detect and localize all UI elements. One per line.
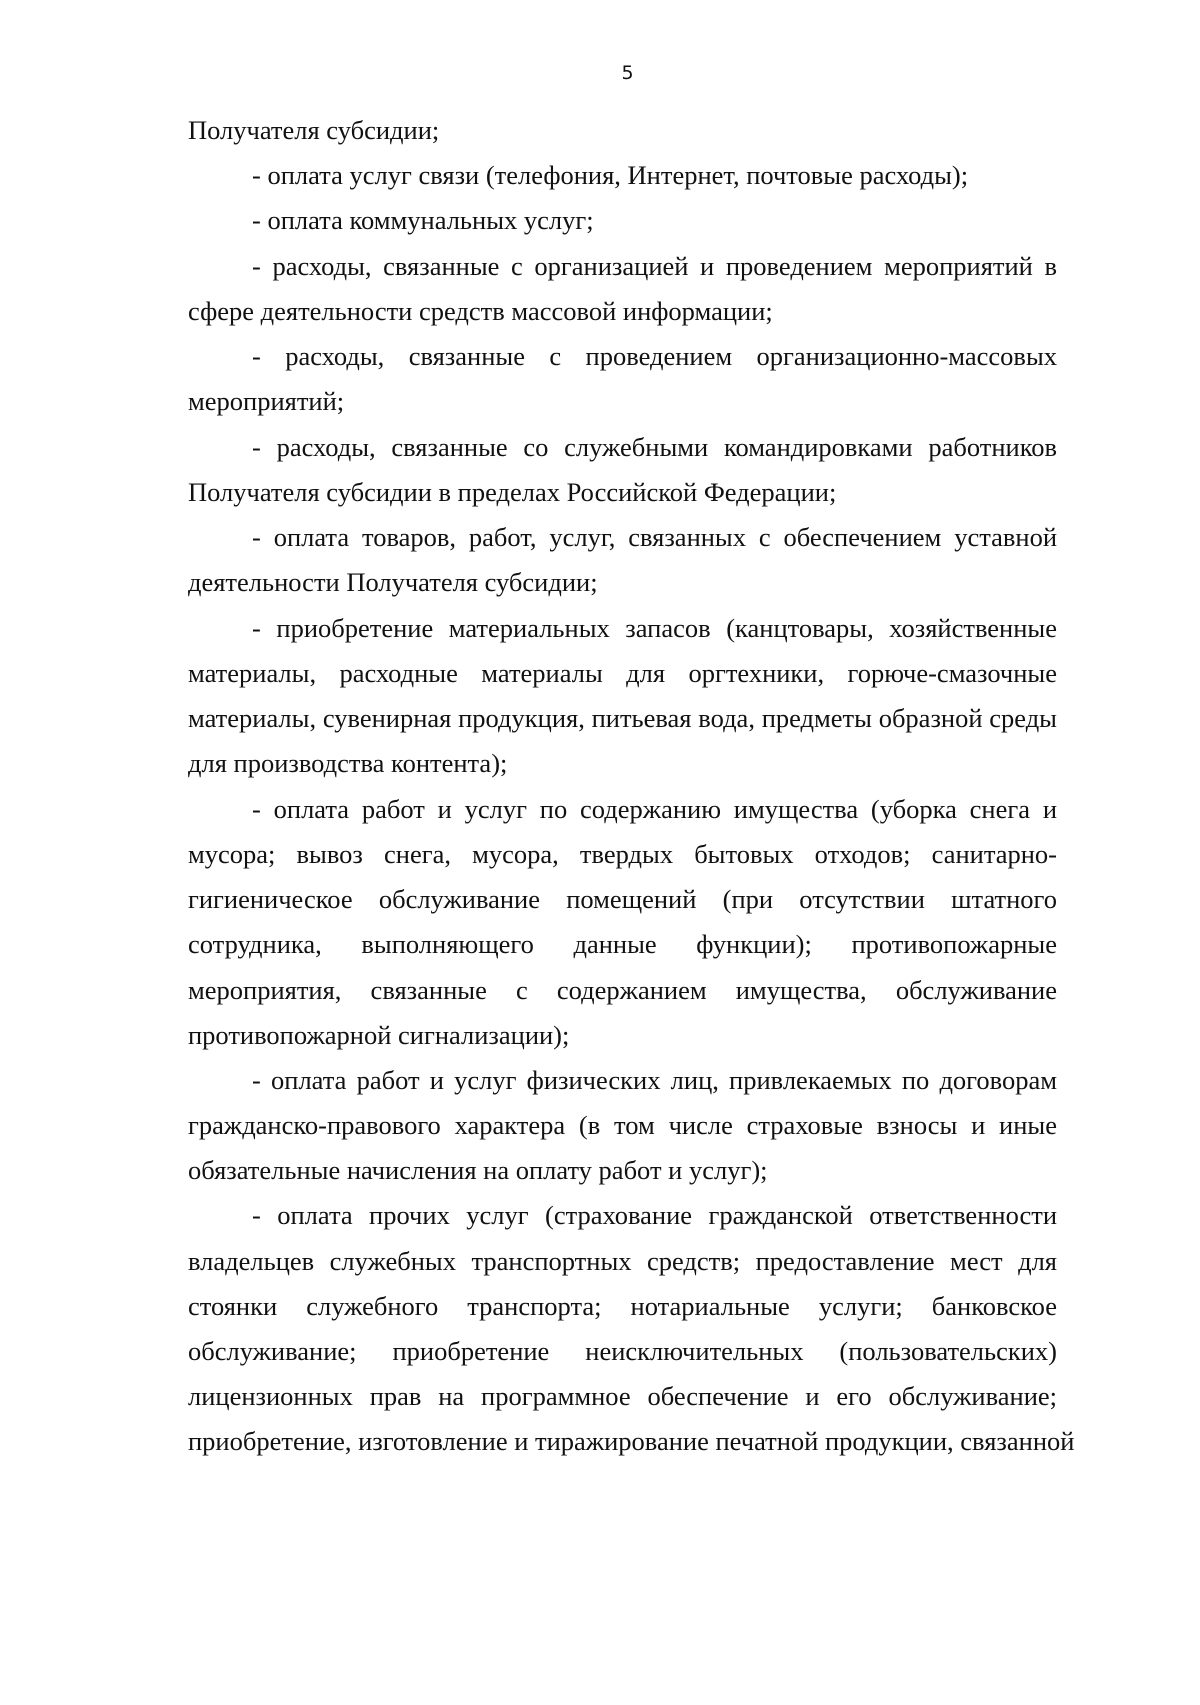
text-line: мероприятий; xyxy=(188,386,345,416)
text-line: - оплата работ и услуг физических лиц, привлекаемых по договорам xyxy=(252,1065,1057,1095)
text-line: - оплата товаров, работ, услуг, связанных с обеспечением уставной xyxy=(252,522,1057,552)
text-line: материалы, сувенирная продукция, питьевая вода, предметы образной среды xyxy=(188,703,1057,733)
text-line: материалы, расходные материалы для оргтехники, горюче-смазочные xyxy=(188,658,1057,688)
page-number: 5 xyxy=(621,62,634,84)
text-line: - оплата коммунальных услуг; xyxy=(252,205,594,235)
text-line: мероприятия, связанные с содержанием имущества, обслуживание xyxy=(188,975,1057,1005)
text-line: для производства контента); xyxy=(188,748,508,778)
text-line: деятельности Получателя субсидии; xyxy=(188,567,598,597)
text-line: обслуживание; приобретение неисключительных (пользовательских) xyxy=(188,1336,1057,1366)
text-line: - расходы, связанные с проведением организационно-массовых xyxy=(252,341,1057,371)
text-line: Получателя субсидии; xyxy=(188,115,440,145)
text-line: - оплата работ и услуг по содержанию имущества (уборка снега и xyxy=(252,794,1057,824)
text-line: мусора; вывоз снега, мусора, твердых бытовых отходов; санитарно- xyxy=(188,839,1057,869)
text-line: владельцев служебных транспортных средств; предоставление мест для xyxy=(188,1246,1057,1276)
text-line: приобретение, изготовление и тиражирование печатной продукции, связанной xyxy=(188,1426,1075,1456)
text-line: - расходы, связанные с организацией и проведением мероприятий в xyxy=(252,251,1057,281)
text-line: - приобретение материальных запасов (канцтовары, хозяйственные xyxy=(252,613,1057,643)
text-line: - оплата услуг связи (телефония, Интернет, почтовые расходы); xyxy=(252,160,969,190)
text-line: гигиеническое обслуживание помещений (при отсутствии штатного xyxy=(188,884,1057,914)
text-line: обязательные начисления на оплату работ и услуг); xyxy=(188,1155,768,1185)
text-line: стоянки служебного транспорта; нотариальные услуги; банковское xyxy=(188,1291,1057,1321)
text-line: Получателя субсидии в пределах Российской Федерации; xyxy=(188,477,837,507)
text-line: - расходы, связанные со служебными командировками работников xyxy=(252,432,1057,462)
text-line: противопожарной сигнализации); xyxy=(188,1020,570,1050)
text-line: сфере деятельности средств массовой информации; xyxy=(188,296,773,326)
text-line: сотрудника, выполняющего данные функции); противопожарные xyxy=(188,929,1057,959)
text-line: гражданско-правового характера (в том числе страховые взносы и иные xyxy=(188,1110,1057,1140)
text-line: - оплата прочих услуг (страхование гражданской ответственности xyxy=(252,1200,1057,1230)
text-line: лицензионных прав на программное обеспечение и его обслуживание; xyxy=(188,1381,1057,1411)
